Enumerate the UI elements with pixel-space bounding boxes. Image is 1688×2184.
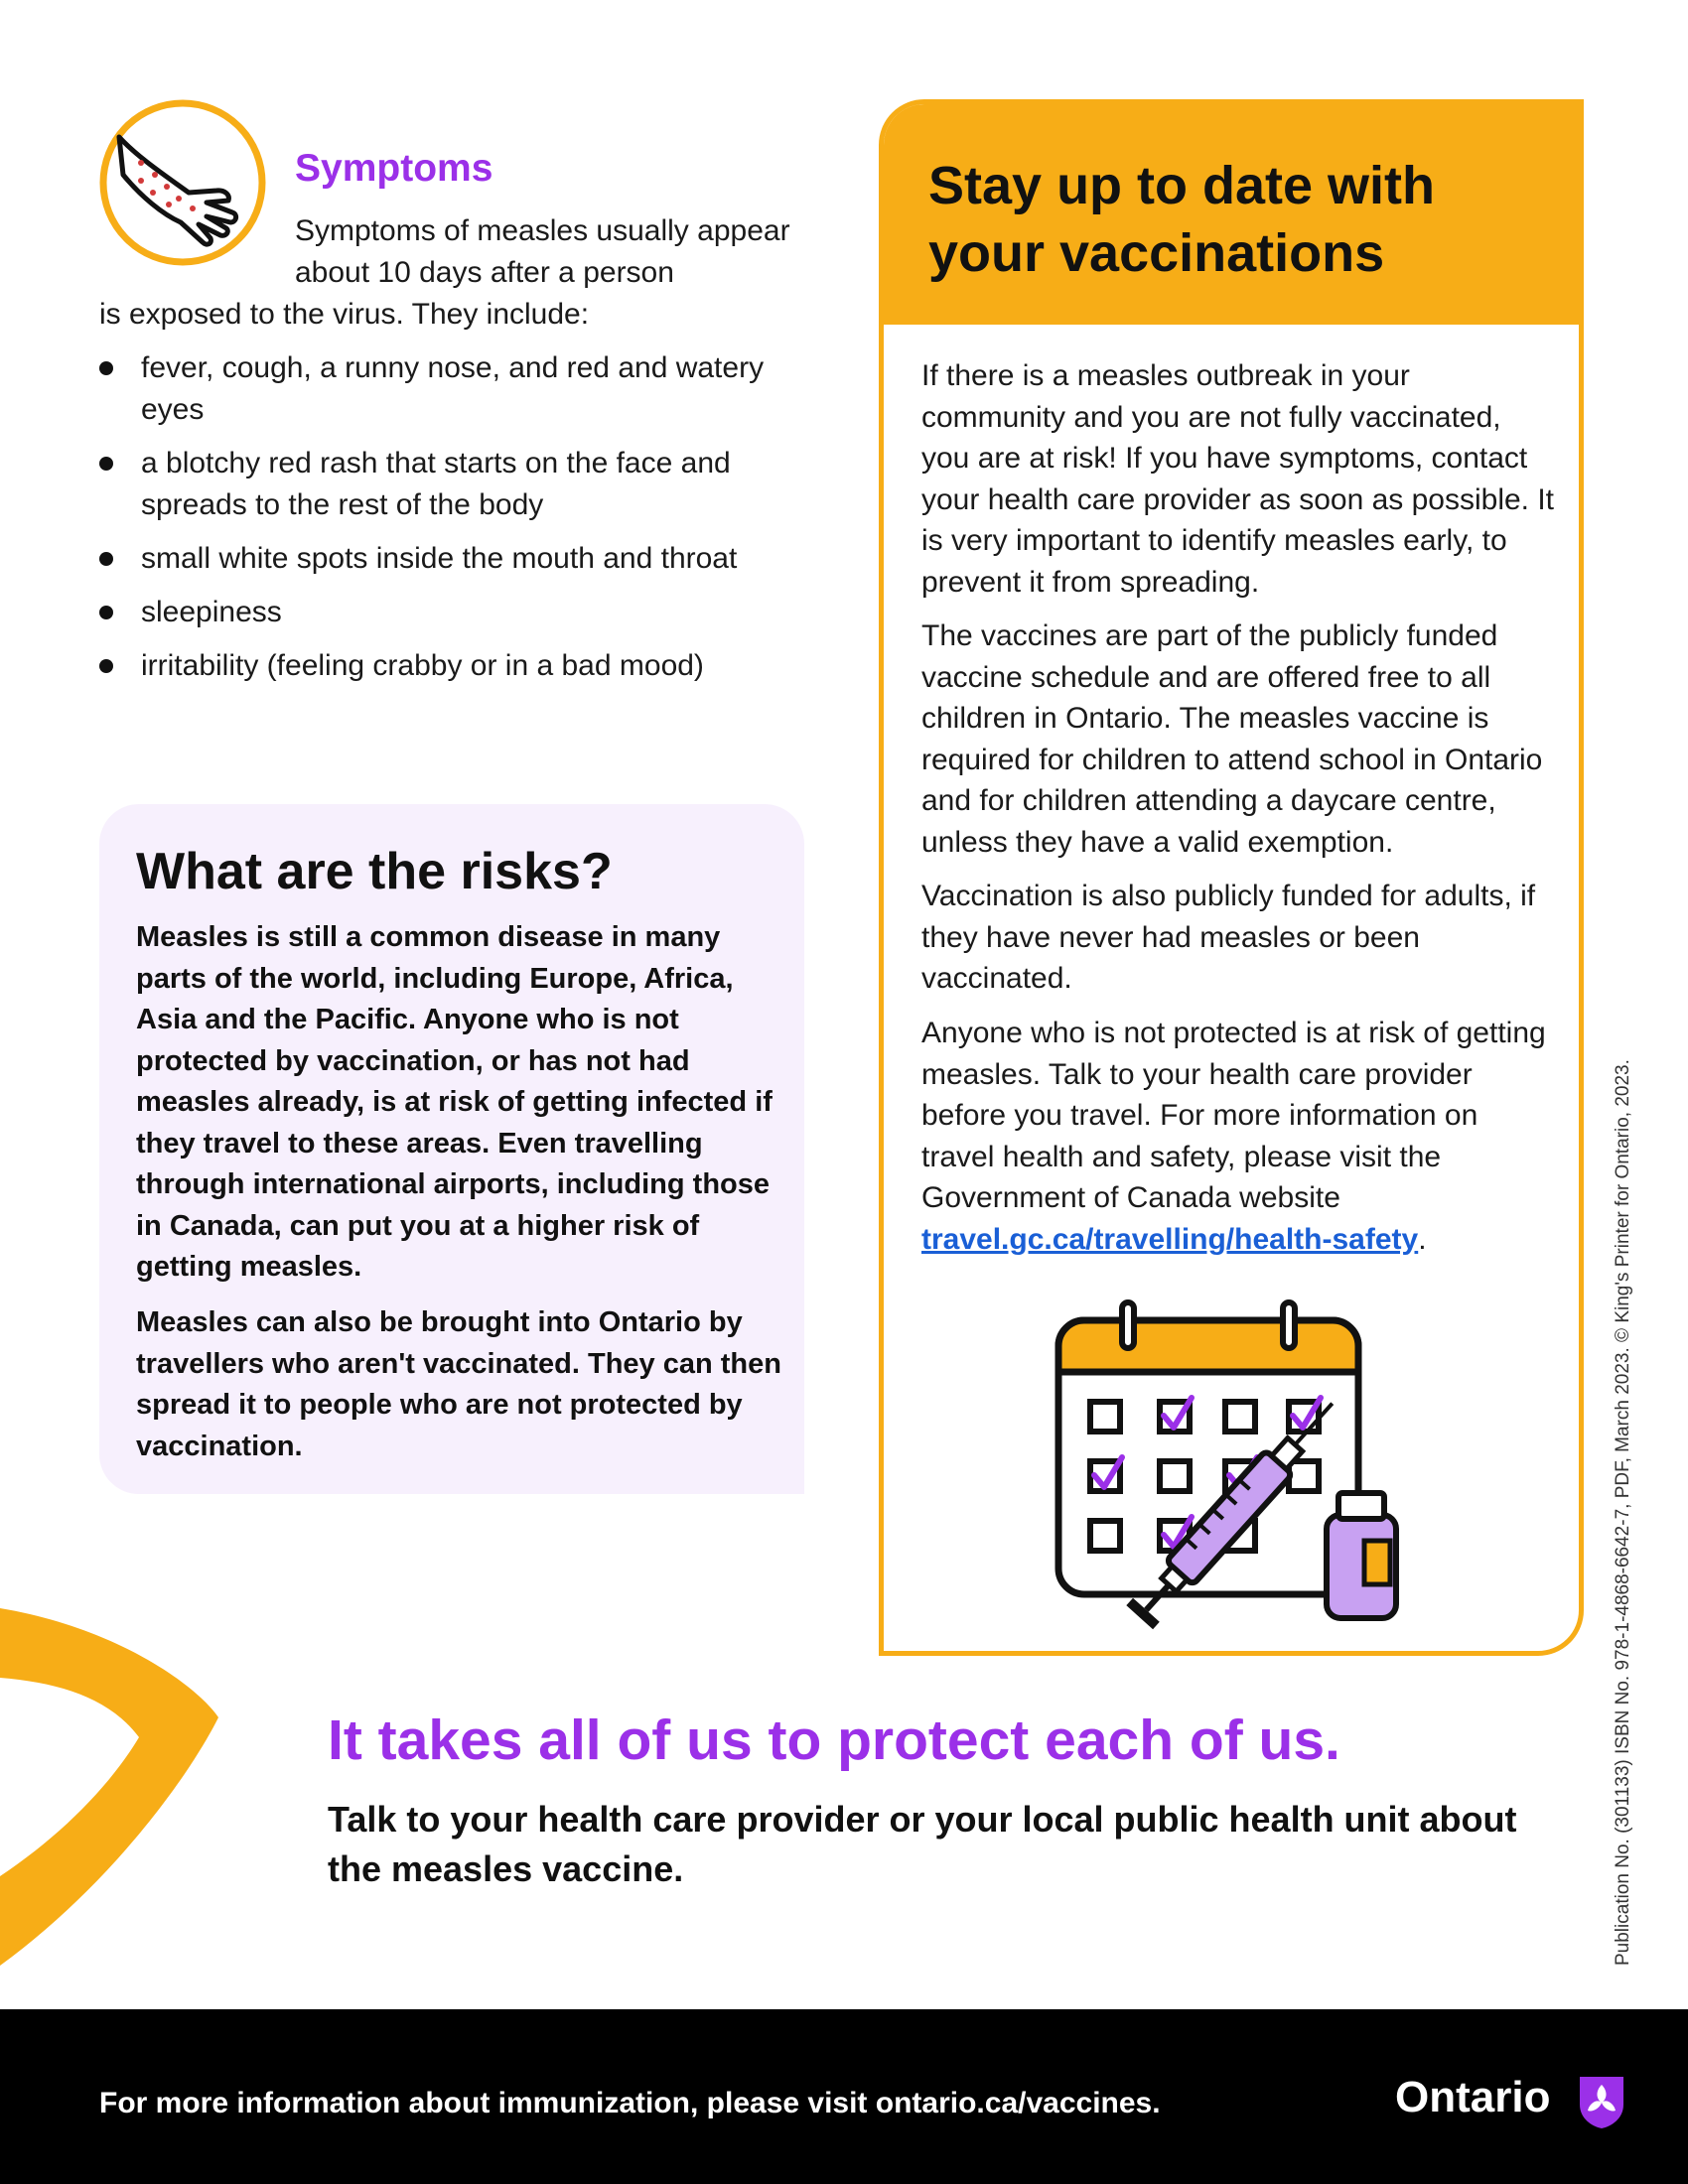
bullet-icon (99, 552, 113, 566)
call-to-action-text: Talk to your health care provider or your local public health unit about the measles vaccine. (328, 1799, 1517, 1889)
trillium-logo-icon (1572, 2071, 1631, 2130)
vaccinations-header (884, 104, 1579, 325)
risks-heading: What are the risks? (136, 843, 613, 900)
symptoms-intro-continued: is exposed to the virus. They include: (99, 298, 590, 331)
symptoms-list (99, 347, 814, 699)
decorative-swoosh (0, 1588, 238, 1985)
vaccinations-paragraph-2: The vaccines are part of the publicly funded vaccine schedule and are offered free to all children in Ontario. The measles vaccine is required for children to attend school in Ontario and for children attending a daycare centre, unless they have a valid exemption. (921, 619, 1543, 859)
publication-info: Publication No. (301133) ISBN No. 978-1-4868-6642-7, PDF, March 2023. © King's Printer for Ontario, 2023. (1613, 1059, 1633, 1966)
vaccinations-paragraph-3: Vaccination is also publicly funded for adults, if they have never had measles or been vaccinated. (921, 880, 1536, 995)
vaccinations-paragraph-1: If there is a measles outbreak in your community and you are not fully vaccinated, you are at risk! If you have symptoms, contact your health care provider as soon as possible. It is very important to identify measles early, to prevent it from spreading. (921, 359, 1555, 599)
symptoms-heading: Symptoms (295, 147, 493, 190)
travel-health-link[interactable]: travel.gc.ca/travelling/health-safety (921, 1222, 1419, 1256)
footer-info-text: For more information about immunization, please visit ontario.ca/vaccines. (99, 2087, 1161, 2119)
bullet-icon (99, 361, 113, 375)
list-item: sleepiness (99, 592, 814, 633)
list-item: a blotchy red rash that starts on the face and spreads to the rest of the body (99, 443, 814, 526)
bullet-icon (99, 659, 113, 673)
tagline: It takes all of us to protect each of us. (328, 1708, 1340, 1772)
list-item: fever, cough, a runny nose, and red and watery eyes (99, 347, 814, 431)
vaccinations-paragraph-4: Anyone who is not protected is at risk of getting measles. Talk to your health care provider before you travel. For more information on travel health and safety, please visit the Government of Canada website travel.gc.ca/travelling/health-safety. (921, 1017, 1546, 1256)
bullet-icon (99, 606, 113, 619)
symptoms-intro: Symptoms of measles usually appear about 10 days after a person (295, 214, 790, 289)
bullet-icon (99, 457, 113, 471)
risks-paragraph-1: Measles is still a common disease in many parts of the world, including Europe, Africa, Asia and the Pacific. Anyone who is not protected by vaccination, or has not had measles already, is at risk of getting infected if they travel to these areas. Even travelling through international airports, including those in Canada, can put you at a higher risk of getting measles. (136, 921, 773, 1283)
list-item: small white spots inside the mouth and throat (99, 538, 814, 580)
calendar-syringe-icon (1051, 1291, 1418, 1640)
publication-info-wrapper (1609, 973, 1638, 1966)
list-item: irritability (feeling crabby or in a bad mood) (99, 645, 814, 687)
ontario-wordmark: Ontario (1395, 2073, 1551, 2121)
vaccinations-heading: Stay up to date with your vaccinations (928, 156, 1436, 283)
arm-rash-icon (97, 97, 268, 268)
risks-paragraph-2: Measles can also be brought into Ontario by travellers who aren't vaccinated. They can then spread it to people who are not protected by vaccination. (136, 1306, 781, 1462)
